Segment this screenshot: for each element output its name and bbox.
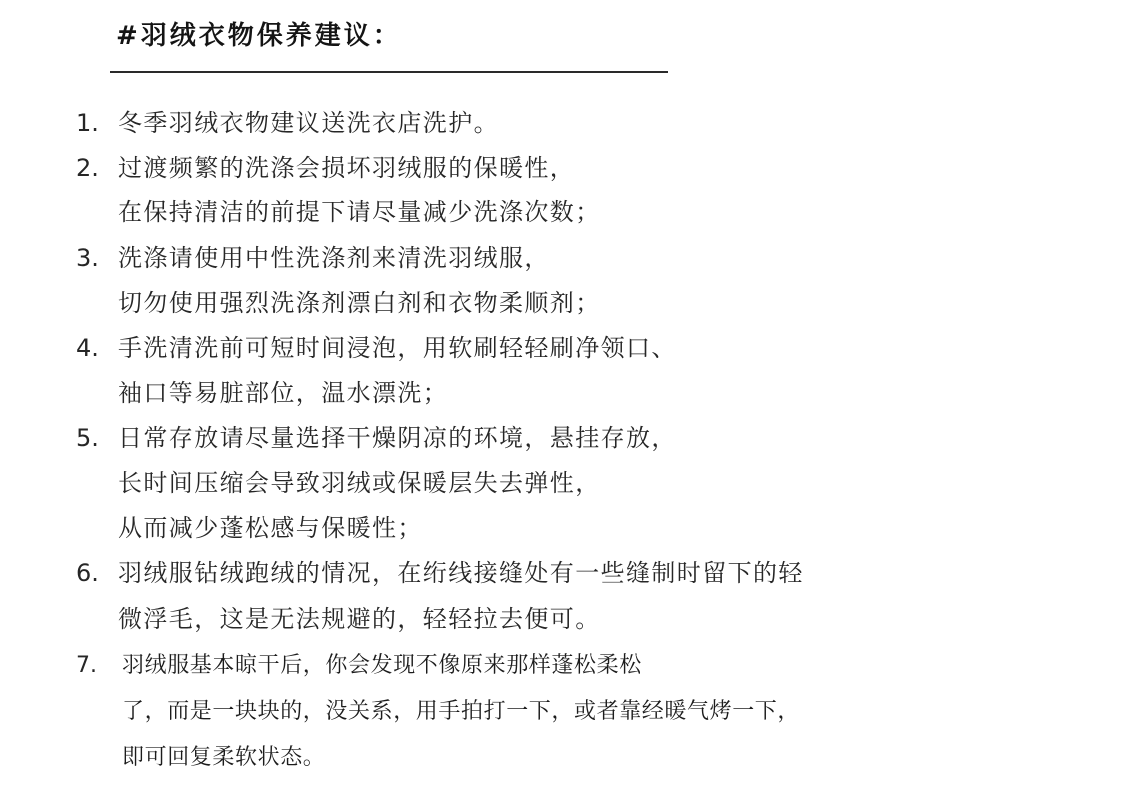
item-text-line: 袖口等易脏部位，温水漂洗； [118,379,449,407]
item-text-line: 日常存放请尽量选择干燥阴凉的环境，悬挂存放， [118,424,677,452]
item-text-line: 切勿使用强烈洗涤剂漂白剂和衣物柔顺剂； [118,289,601,317]
item-number: 7. [76,653,97,678]
item-text-line: 从而减少蓬松感与保暖性； [118,514,423,542]
item-text-line: 了，而是一块块的，没关系，用手拍打一下，或者靠经暖气烤一下， [122,699,801,724]
item-text-line: 冬季羽绒衣物建议送洗衣店洗护。 [118,109,499,137]
item-number: 1. [76,109,99,137]
item-text-line: 微浮毛，这是无法规避的，轻轻拉去便可。 [118,605,601,633]
item-text-line: 羽绒服基本晾干后，你会发现不像原来那样蓬松柔松 [122,653,642,678]
item-text-line: 长时间压缩会导致羽绒或保暖层失去弹性， [118,469,601,497]
item-text-line: 即可回复柔软状态。 [122,745,326,770]
item-text-line: 手洗清洗前可短时间浸泡，用软刷轻轻刷净领口、 [118,334,677,362]
item-text-line: 洗涤请使用中性洗涤剂来清洗羽绒服， [118,244,550,272]
page-title: #羽绒衣物保养建议： [116,21,402,51]
item-number: 2. [76,154,99,182]
item-number: 5. [76,424,99,452]
item-number: 6. [76,559,99,587]
item-text-line: 过渡频繁的洗涤会损坏羽绒服的保暖性， [118,154,576,182]
item-number: 3. [76,244,99,272]
item-text-line: 在保持清洁的前提下请尽量减少洗涤次数； [118,198,601,226]
item-number: 4. [76,334,99,362]
item-text-line: 羽绒服钻绒跑绒的情况，在绗线接缝处有一些缝制时留下的轻 [118,559,804,587]
